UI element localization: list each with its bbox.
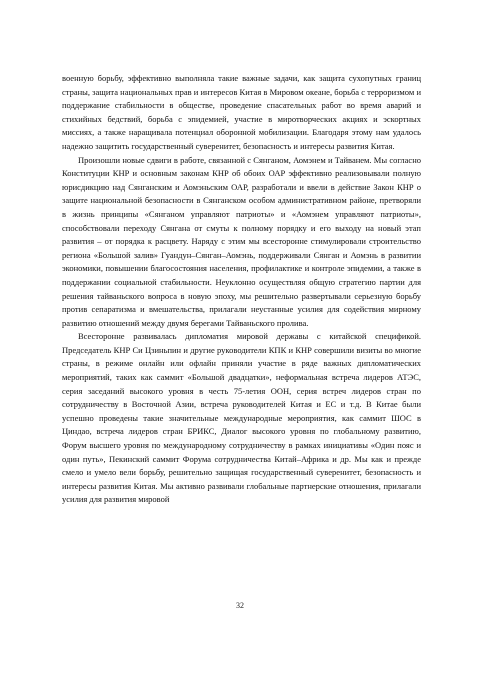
page-number: 32 [236, 601, 244, 610]
paragraph-1: военную борьбу, эффективно выполняла такие важные задачи, как защита сухопутных границ страны, защита национальных прав и интересов Китая в Мировом океане, борьба с терроризмом и поддержание стабильности в обществе, проведение спасательных работ во время аварий и стихийных бедствий, борьба с эпидемией, участие в миротворческих акциях и эскортных миссиях, а также наращивала потенциал оборонной мобилизации. Благодаря этому нам удалось надежно защитить государственный суверенитет, безопасность и интересы развития Китая. [62, 73, 421, 151]
paragraph-2: Произошли новые сдвиги в работе, связанной с Сянганом, Аомэнем и Тайванем. Мы согласно Конституции КНР и основным законам КНР об обоих ОАР эффективно реализовывали полную юрисдикцию над Сянганским и Аомэньским ОАР, разработали и ввели в действие Закон КНР о защите национальной безопасности в Сянганском особом административном районе, претворяли в жизнь принципы «Сянганом управляют патриоты» и «Аомэнем управляют патриоты», способствовали переходу Сянгана от смуты к полному порядку и его выходу на новый этап развития – от порядка к расцвету. Наряду с этим мы всесторонне стимулировали строительство региона «Большой залив» Гуандун–Сянган–Аомэнь, поддерживали Сянган и Аомэнь в развитии экономики, повышении благосостояния населения, профилактике и контроле эпидемии, а также в поддержании социальной стабильности. Неуклонно осуществляя общую стратегию партии для решения тайваньского вопроса в новую эпоху, мы решительно развертывали серьезную борьбу против сепаратизма и вмешательства, прилагали неустанные усилия для содействия мирному развитию отношений между двумя берегами Тайваньского пролива. [62, 154, 421, 328]
paragraph-3: Всесторонне развивалась дипломатия мировой державы с китайской спецификой. Председатель КНР Си Цзиньпин и другие руководители КПК и КНР совершили визиты во многие страны, в режиме онлайн или офлайн приняли участие в ряде важных дипломатических мероприятий, таких как саммит «Большой двадцатки», неформальная встреча лидеров АТЭС, серия заседаний высокого уровня в честь 75-летия ООН, серия встреч лидеров стран по сотрудничеству в Восточной Азии, встреча руководителей Китая и ЕС и т.д. В Китае были успешно проведены такие значительные международные мероприятия, как саммит ШОС в Циндао, встреча лидеров стран БРИКС, Диалог высокого уровня по глобальному развитию, Форум высшего уровня по международному сотрудничеству в рамках инициативы «Один пояс и один путь», Пекинский саммит Форума сотрудничества Китай–Африка и др. Мы как и прежде смело и умело вели борьбу, решительно защищая государственный суверенитет, безопасность и интересы развития Китая. Мы активно развивали глобальные партнерские отношения, прилагали усилия для развития мировой [62, 331, 421, 505]
document-body [62, 72, 421, 507]
